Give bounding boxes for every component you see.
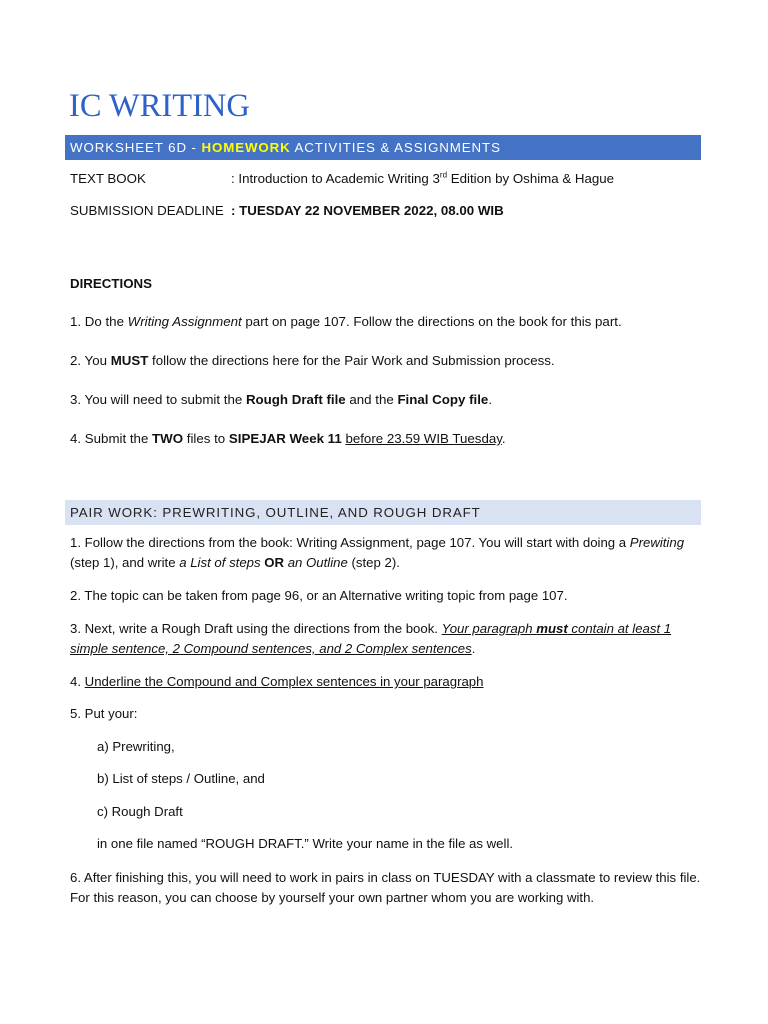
textbook-value: : Introduction to Academic Writing 3rd Edition by Oshima & Hague [231, 170, 615, 186]
direction-item-2: 2. You MUST follow the directions here for the Pair Work and Submission process. [70, 353, 555, 368]
pair-work-band: PAIR WORK: PREWRITING, OUTLINE, AND ROUGH DRAFT [65, 500, 701, 525]
page-title: IC WRITING [69, 88, 250, 124]
pair-step-3: 3. Next, write a Rough Draft using the directions from the book. Your paragraph must contain at least 1 simple sentence, 2 Compound sentences, and 2 Complex sentences. [70, 621, 672, 656]
textbook-row [70, 170, 614, 188]
direction-item-4: 4. Submit the TWO files to SIPEJAR Week 11 before 23.59 WIB Tuesday. [70, 431, 506, 446]
pair-step-5-note: in one file named “ROUGH DRAFT.” Write your name in the file as well. [97, 836, 514, 851]
textbook-label: TEXT BOOK [70, 171, 146, 186]
header-prefix: WORKSHEET 6D - [70, 140, 202, 155]
worksheet-header-band [65, 135, 701, 160]
direction-item-1: 1. Do the Writing Assignment part on page 107. Follow the directions on the book for this part. [70, 314, 622, 329]
pair-step-2: 2. The topic can be taken from page 96, or an Alternative writing topic from page 107. [70, 588, 568, 603]
deadline-row [70, 202, 504, 220]
deadline-value: : TUESDAY 22 NOVEMBER 2022, 08.00 WIB [231, 203, 504, 218]
header-suffix: ACTIVITIES & ASSIGNMENTS [290, 140, 501, 155]
header-highlight-homework: HOMEWORK [201, 140, 291, 155]
pair-step-6: 6. After finishing this, you will need to work in pairs in class on TUESDAY with a classmate to review this file. For this reason, you can choose by yourself your own partner whom you are working with. [70, 870, 701, 905]
pair-step-5a: a) Prewriting, [97, 739, 175, 754]
pair-step-4: 4. Underline the Compound and Complex sentences in your paragraph [70, 674, 484, 689]
deadline-label: SUBMISSION DEADLINE [70, 203, 224, 218]
pair-step-5: 5. Put your: [70, 706, 138, 721]
pair-step-1: 1. Follow the directions from the book: Writing Assignment, page 107. You will start with doing a Prewiting (step 1), and write a List of steps OR an Outline (step 2). [70, 535, 685, 570]
directions-heading: DIRECTIONS [70, 276, 153, 291]
pair-step-5c: c) Rough Draft [97, 804, 183, 819]
pair-step-5b: b) List of steps / Outline, and [97, 771, 265, 786]
direction-item-3: 3. You will need to submit the Rough Draft file and the Final Copy file. [70, 392, 493, 407]
textbook-edition-suffix: rd [439, 170, 448, 180]
